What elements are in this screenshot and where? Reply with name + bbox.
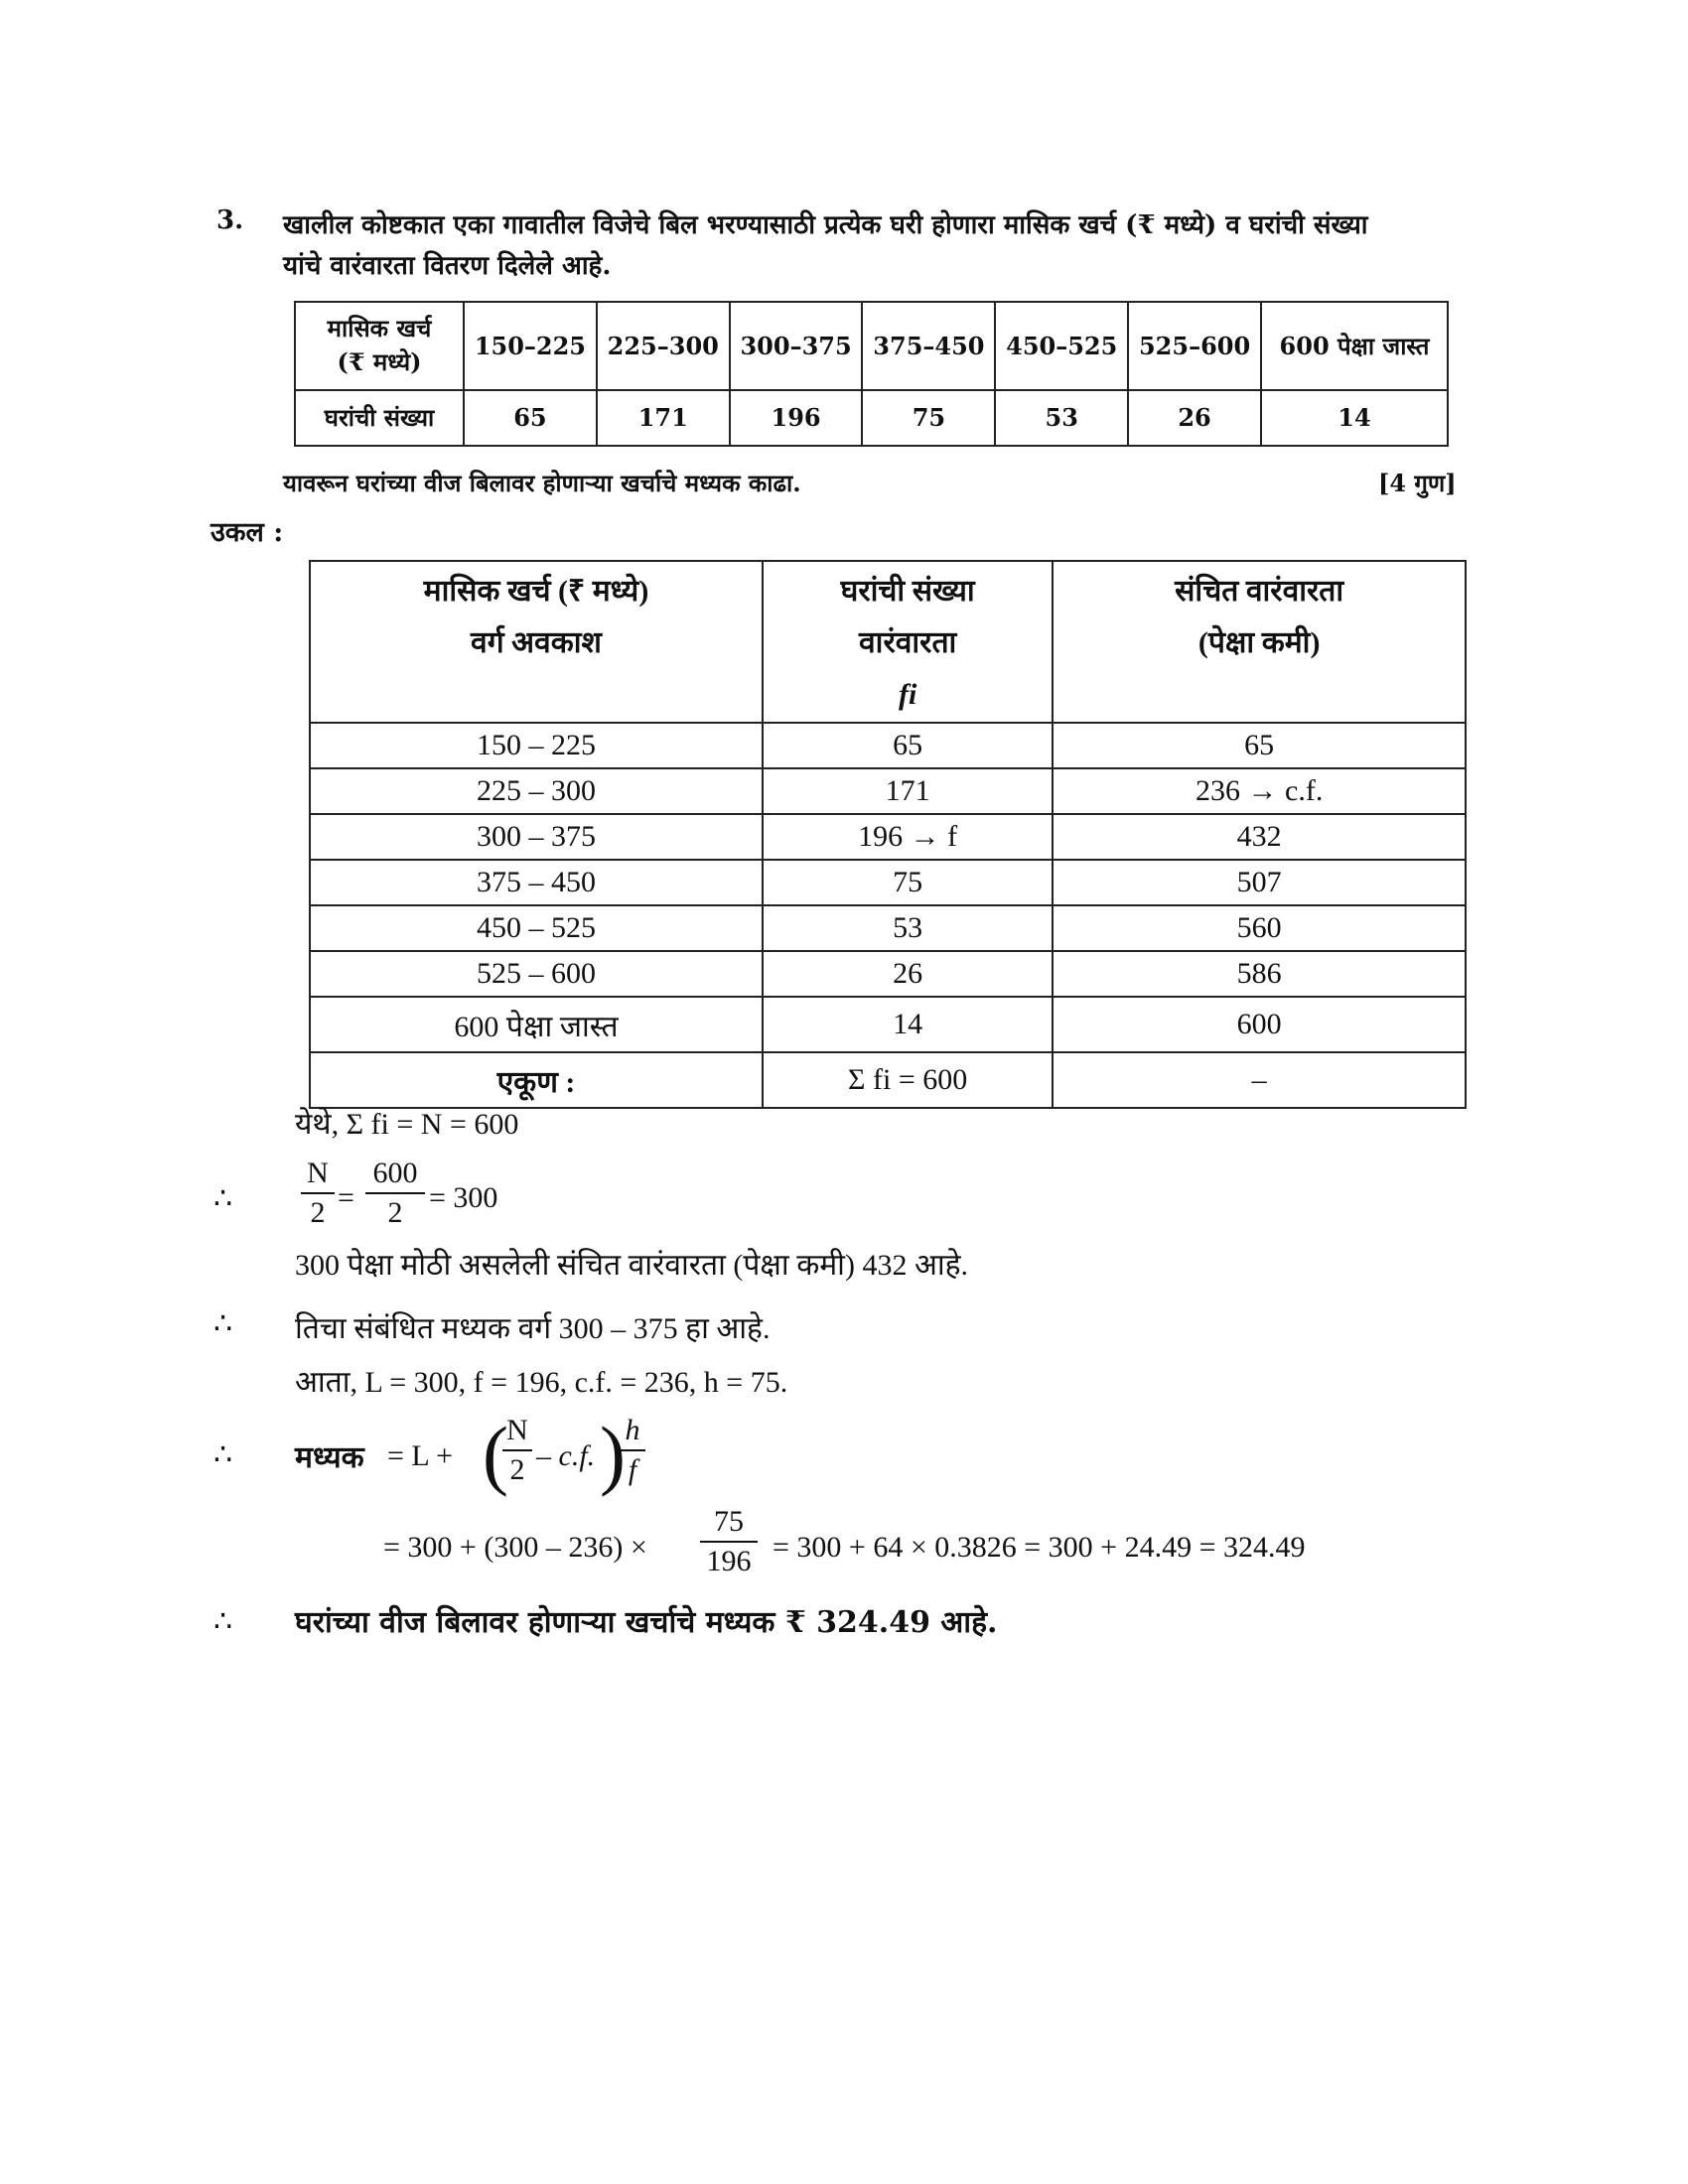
- therefore-symbol: ∴: [213, 1437, 233, 1472]
- header-class-interval: [310, 561, 763, 723]
- class-cell: 225 – 300: [310, 768, 763, 814]
- frequency-cell: 75: [763, 860, 1053, 905]
- cf-cell: 432: [1053, 814, 1466, 860]
- frequency-cell: 171: [597, 390, 730, 446]
- cf-cell: 65: [1053, 723, 1466, 768]
- cf-cell: 560: [1053, 905, 1466, 951]
- header-text: घरांची संख्या: [840, 575, 975, 608]
- class-cell: 300 – 375: [310, 814, 763, 860]
- header-frequency: [763, 561, 1053, 723]
- header-text: (पेक्षा कमी): [1197, 626, 1321, 659]
- frequency-cell: 171: [763, 768, 1053, 814]
- fraction-bar: [301, 1192, 335, 1194]
- header-cumulative-frequency: [1053, 561, 1466, 723]
- denominator: 196: [706, 1545, 752, 1577]
- class-cell: 600 पेक्षा जास्त: [1261, 302, 1448, 390]
- fraction-bar: [620, 1449, 645, 1451]
- solution-table: [309, 560, 1467, 1109]
- table-row: [310, 860, 1466, 905]
- frequency-cell: 26: [763, 951, 1053, 997]
- denominator: 2: [310, 1196, 326, 1229]
- frequency-cell: 53: [763, 905, 1053, 951]
- equals-sign: =: [338, 1181, 354, 1214]
- cf-cell: 507: [1053, 860, 1466, 905]
- numerator: h: [625, 1414, 640, 1446]
- table-row: [310, 814, 1466, 860]
- header-text: मासिक खर्च (₹ मध्ये): [423, 575, 649, 608]
- class-cell: 150–225: [464, 302, 597, 390]
- cf-cell: 586: [1053, 951, 1466, 997]
- frequency-cell: 14: [1261, 390, 1448, 446]
- class-cell: 450 – 525: [310, 905, 763, 951]
- table-row: [310, 997, 1466, 1052]
- question-ask: यावरून घरांच्या वीज बिलावर होणाऱ्या खर्चाचे मध्यक काढा.: [283, 469, 801, 497]
- fraction-bar: [365, 1192, 425, 1194]
- header-monthly-expense: मासिक खर्च: [327, 314, 432, 343]
- therefore-symbol: ∴: [213, 1181, 233, 1216]
- solution-label: उकल :: [211, 517, 284, 548]
- numerator: 75: [714, 1505, 744, 1538]
- step-sum-frequency: येथे, Σ fi = N = 600: [295, 1108, 519, 1141]
- numerator: N: [307, 1157, 329, 1189]
- class-cell: 225–300: [597, 302, 730, 390]
- formula-equals-l-plus: = L +: [387, 1439, 454, 1472]
- denominator: 2: [387, 1196, 403, 1229]
- frequency-cell: 65: [464, 390, 597, 446]
- fraction-n-over-2: [301, 1157, 335, 1230]
- class-cell: 600 पेक्षा जास्त: [310, 997, 763, 1052]
- header-cell: [295, 302, 464, 390]
- total-label: एकूण :: [310, 1052, 763, 1108]
- final-answer: घरांच्या वीज बिलावर होणाऱ्या खर्चाचे मध्यक ₹ 324.49 आहे.: [295, 1605, 998, 1640]
- table-row: [295, 302, 1448, 390]
- header-text: वारंवारता: [859, 626, 957, 659]
- table-row: [310, 723, 1466, 768]
- frequency-cell: 196 → f: [763, 814, 1053, 860]
- frequency-cell: 65: [763, 723, 1053, 768]
- frequency-cell: 14: [763, 997, 1053, 1052]
- frequency-cell: 196: [730, 390, 863, 446]
- frequency-cell: 26: [1128, 390, 1261, 446]
- numerator: N: [506, 1414, 528, 1446]
- step-median-class: तिचा संबंधित मध्यक वर्ग 300 – 375 हा आहे.: [295, 1312, 771, 1345]
- fraction-600-over-2: [365, 1157, 425, 1230]
- formula-cf: – c.f.: [536, 1439, 596, 1472]
- frequency-cell: 53: [995, 390, 1128, 446]
- table-row: [310, 951, 1466, 997]
- class-cell: 150 – 225: [310, 723, 763, 768]
- table-total-row: [310, 1052, 1466, 1108]
- computation-part-a: = 300 + (300 – 236) ×: [383, 1531, 647, 1564]
- total-cf: –: [1053, 1052, 1466, 1108]
- given-frequency-table: [294, 301, 1449, 447]
- question-number: 3.: [216, 205, 244, 235]
- median-label: मध्यक: [295, 1440, 364, 1475]
- question-line-2: यांचे वारंवारता वितरण दिलेले आहे.: [283, 251, 612, 281]
- total-frequency: Σ fi = 600: [763, 1052, 1053, 1108]
- fraction-h-over-f: [620, 1414, 645, 1487]
- fraction-75-over-196: [700, 1505, 758, 1578]
- therefore-symbol: ∴: [213, 1604, 233, 1639]
- marks-label: [4 गुण]: [1378, 469, 1457, 497]
- header-text: वर्ग अवकाश: [471, 626, 602, 659]
- fraction-n-over-2: [502, 1414, 532, 1487]
- class-cell: 375–450: [862, 302, 995, 390]
- fraction-bar: [502, 1449, 532, 1451]
- computation-part-b: = 300 + 64 × 0.3826 = 300 + 24.49 = 324.49: [773, 1531, 1306, 1564]
- table-row: [310, 905, 1466, 951]
- cf-cell: 236 → c.f.: [1053, 768, 1466, 814]
- table-row: [295, 390, 1448, 446]
- right-paren: ): [600, 1411, 626, 1497]
- denominator: f: [628, 1453, 637, 1486]
- table-row: [310, 768, 1466, 814]
- frequency-cell: 75: [862, 390, 995, 446]
- class-cell: 450–525: [995, 302, 1128, 390]
- question-line-1: खालील कोष्टकात एका गावातील विजेचे बिल भरण्यासाठी प्रत्येक घरी होणारा मासिक खर्च (₹ मध्ये) व घरांची संख्या: [283, 210, 1368, 240]
- class-cell: 300–375: [730, 302, 863, 390]
- half-n-result: = 300: [429, 1181, 498, 1214]
- table-header-row: [310, 561, 1466, 723]
- header-symbol: fi: [899, 678, 917, 711]
- header-rupees: (₹ मध्ये): [337, 347, 422, 377]
- class-cell: 525 – 600: [310, 951, 763, 997]
- therefore-symbol: ∴: [213, 1306, 233, 1341]
- fraction-bar: [700, 1541, 758, 1543]
- step-cf-statement: 300 पेक्षा मोठी असलेली संचित वारंवारता (पेक्षा कमी) 432 आहे.: [295, 1249, 969, 1282]
- numerator: 600: [372, 1157, 418, 1189]
- left-paren: (: [483, 1411, 508, 1497]
- class-cell: 525–600: [1128, 302, 1261, 390]
- header-text: संचित वारंवारता: [1175, 575, 1344, 608]
- step-values: आता, L = 300, f = 196, c.f. = 236, h = 75.: [295, 1366, 788, 1399]
- header-households: घरांची संख्या: [295, 390, 464, 446]
- cf-cell: 600: [1053, 997, 1466, 1052]
- denominator: 2: [509, 1453, 525, 1486]
- class-cell: 375 – 450: [310, 860, 763, 905]
